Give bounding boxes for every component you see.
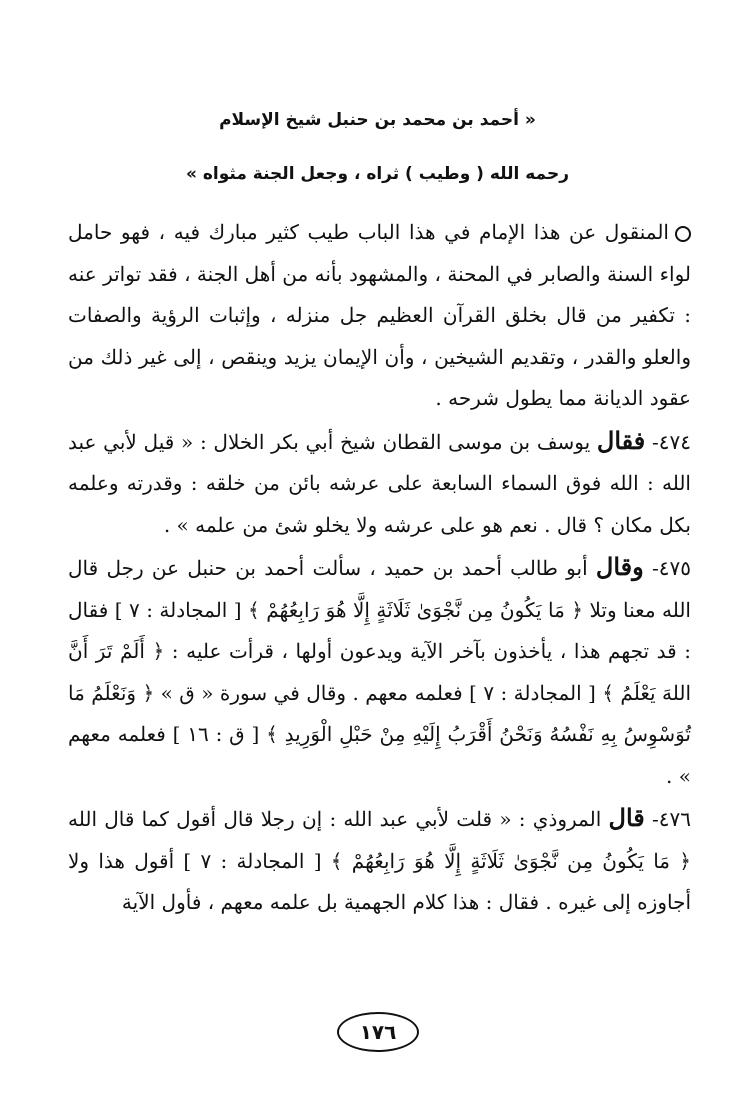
entry-476: [68, 797, 691, 924]
entry-text: المروذي : « قلت لأبي عبد الله : إن رجلا قال أقول كما قال الله ﴿ مَا يَكُونُ مِن نَّجْوَىٰ ثَلَاثَةٍ إِلَّا هُوَ رَابِعُهُمْ ﴾ [ المجادلة : ٧ ] أقول هذا ولا أجاوزه إلى غيره . فقال : هذا كلام الجهمية بل علمه معهم ، فأول الآية: [68, 807, 691, 914]
intro-text: المنقول عن هذا الإمام في هذا الباب طيب كثير مبارك فيه ، فهو حامل لواء السنة والصابر في المحنة ، والمشهود بأنه من أهل الجنة ، فقد تواتر عنه : تكفير من قال بخلق القرآن العظيم جل منزله ، وإثبات الرؤية والصفات والعلو والقدر ، وتقديم الشيخين ، وأن الإيمان يزيد وينقص ، إلى غير ذلك من عقود الديانة مما يطول شرحه .: [68, 220, 691, 410]
circle-bullet-icon: [675, 226, 691, 242]
entry-number: ٤٧٥-: [652, 556, 692, 580]
entry-text: يوسف بن موسى القطان شيخ أبي بكر الخلال : « قيل لأبي عبد الله : الله فوق السماء السابعة على عرشه بائن من خلقه : وقدرته وعلمه بكل مكان ؟ قال . نعم هو على عرشه ولا يخلو شئ من علمه » .: [68, 429, 691, 537]
intro-paragraph: [68, 212, 691, 420]
entry-number: ٤٧٦-: [652, 807, 691, 831]
entry-text: أبو طالب أحمد بن حميد ، سألت أحمد بن حنبل عن رجل قال الله معنا وتلا ﴿ مَا يَكُونُ مِن نَّجْوَىٰ ثَلَاثَةٍ إِلَّا هُوَ رَابِعُهُمْ ﴾ [ المجادلة : ٧ ] فقال : قد تجهم هذا ، يأخذون بآخر الآية ويدعون أولها ، قرأت عليه : ﴿ أَلَمْ تَرَ أَنَّ اللهَ يَعْلَمُ ﴾ [ المجادلة : ٧ ] فعلمه معهم . وقال في سورة « ق » ﴿ وَنَعْلَمُ مَا تُوَسْوِسُ بِهِ نَفْسُهُ وَنَحْنُ أَقْرَبُ إِلَيْهِ مِنْ حَبْلِ الْوَرِيدِ ﴾ [ ق : ١٦ ] فعلمه معهم » .: [68, 556, 691, 788]
page-number-badge: ١٧٦: [337, 1012, 419, 1052]
entry-keyword: قال: [608, 803, 645, 832]
entry-keyword: وقال: [595, 552, 644, 581]
body-text: [68, 212, 691, 924]
entry-number: ٤٧٤-: [652, 429, 691, 454]
chapter-heading-line-2: رحمه الله ( وطيب ) ثراه ، وجعل الجنة مثواه »: [186, 164, 569, 184]
entry-474: [68, 420, 691, 547]
chapter-heading-line-1: « أحمد بن محمد بن حنبل شيخ الإسلام: [219, 110, 536, 130]
entry-keyword: فقال: [596, 425, 646, 455]
entry-475: [68, 546, 691, 797]
